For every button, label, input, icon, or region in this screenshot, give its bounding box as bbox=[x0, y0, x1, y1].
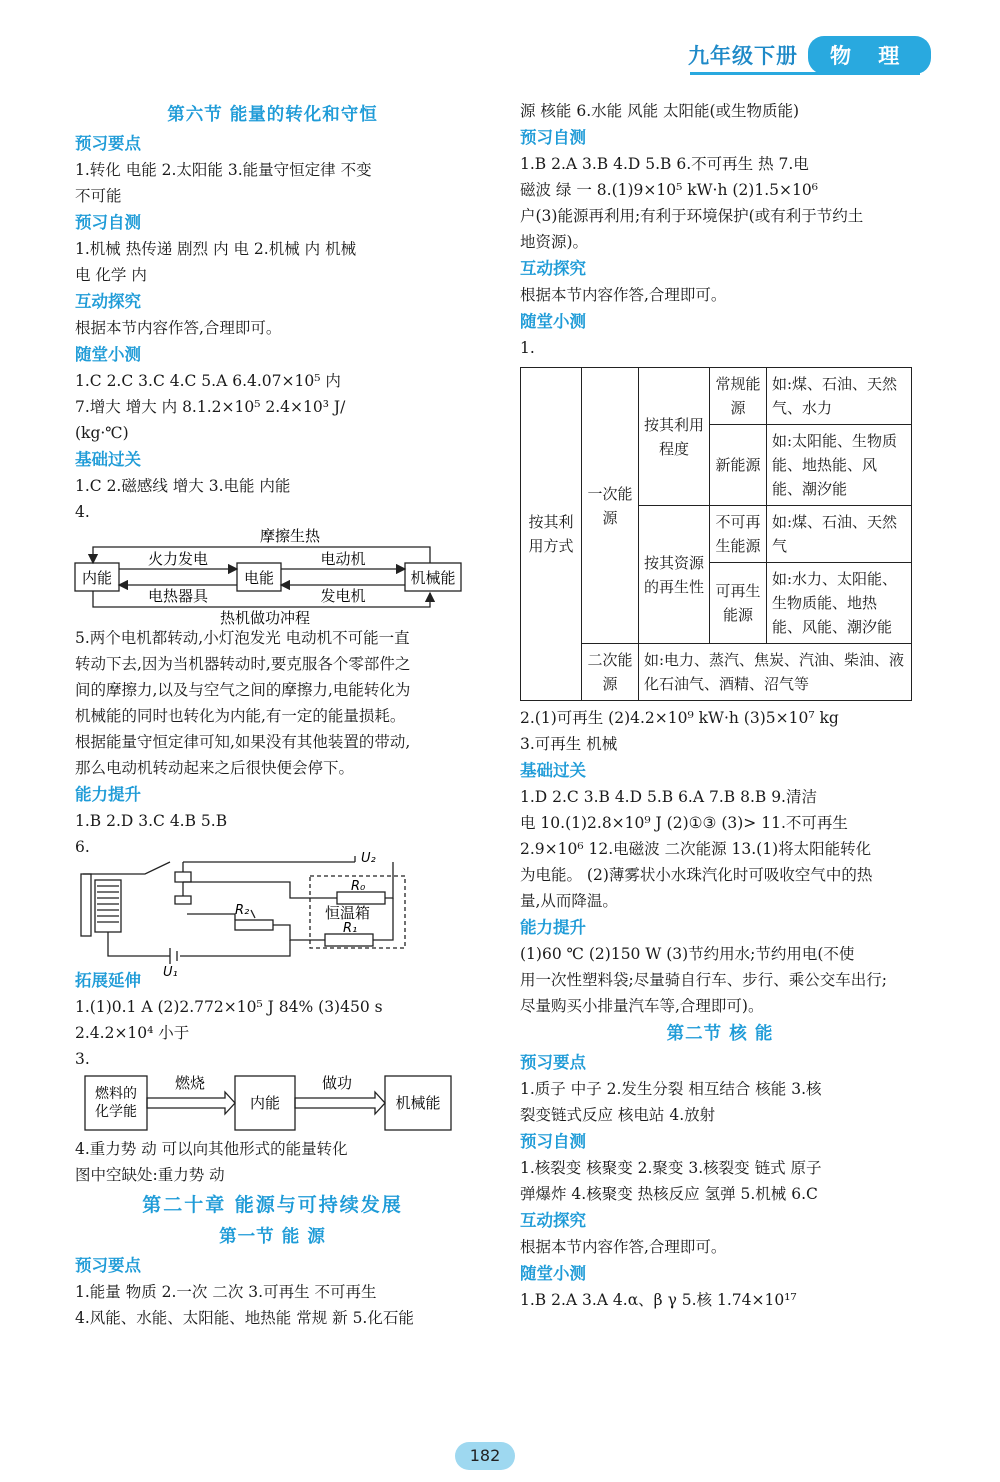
diagram-label: 摩擦生热 bbox=[259, 527, 321, 545]
table-cell: 按其利用方式 bbox=[521, 368, 582, 701]
right-column bbox=[520, 98, 920, 1313]
answer-line: 地资源)。 bbox=[520, 233, 589, 251]
page-header bbox=[688, 36, 931, 74]
answer-line: 1.B 2.A 3.B 4.D 5.B 6.不可再生 热 7.电 bbox=[520, 155, 809, 173]
section-heading: 基础过关 bbox=[75, 450, 141, 469]
thermostat-box-label: 恒温箱 bbox=[325, 904, 371, 922]
answer-line: 1.核裂变 核聚变 2.聚变 3.核裂变 链式 原子 bbox=[520, 1159, 822, 1177]
answer-line: 2.4.2×10⁴ 小于 bbox=[75, 1024, 190, 1042]
chapter-title: 第二十章 能源与可持续发展 bbox=[142, 1194, 403, 1216]
voltage-u2-label: U₂ bbox=[361, 851, 376, 866]
section-title: 第二节 核 能 bbox=[666, 1024, 774, 1044]
section-heading: 基础过关 bbox=[520, 761, 586, 780]
diagram-label: 电热器具 bbox=[147, 587, 209, 605]
answer-line: 1.转化 电能 2.太阳能 3.能量守恒定律 不变 bbox=[75, 161, 372, 179]
answer-line: 源 核能 6.水能 风能 太阳能(或生物质能) bbox=[520, 102, 800, 120]
answer-line: 3. bbox=[75, 1050, 90, 1068]
section-heading: 预习要点 bbox=[520, 1053, 586, 1072]
answer-line: 户(3)能源再利用;有利于环境保护(或有利于节约土 bbox=[520, 207, 864, 225]
answer-line: 1.机械 热传递 剧烈 内 电 2.机械 内 机械 bbox=[75, 240, 357, 258]
answer-line: 用一次性塑料袋;尽量骑自行车、步行、乘公交车出行; bbox=[520, 971, 887, 989]
answer-line: 量,从而降温。 bbox=[520, 892, 618, 910]
section-heading: 互动探究 bbox=[75, 292, 141, 311]
table-cell: 按其资源的再生性 bbox=[639, 506, 710, 644]
section-heading: 能力提升 bbox=[520, 918, 586, 937]
energy-classification-table bbox=[520, 367, 912, 701]
section-heading: 互动探究 bbox=[520, 1211, 586, 1230]
table-cell: 不可再生能源 bbox=[710, 506, 767, 563]
answer-line: 5.两个电机都转动,小灯泡发光 电动机不可能一直 bbox=[75, 629, 410, 647]
answer-line: 1.C 2.磁感线 增大 3.电能 内能 bbox=[75, 477, 291, 495]
answer-line: 7.增大 增大 内 8.1.2×10⁵ 2.4×10³ J/ bbox=[75, 398, 346, 416]
diagram-label: 发电机 bbox=[320, 587, 366, 605]
internal-energy-box: 内能 bbox=[249, 1094, 281, 1112]
answer-line: (1)60 ℃ (2)150 W (3)节约用水;节约用电(不使 bbox=[520, 945, 855, 963]
header-rule bbox=[690, 72, 920, 75]
table-cell: 可再生能源 bbox=[710, 563, 767, 644]
box-mechanical-energy: 机械能 bbox=[410, 569, 456, 587]
answer-line: 根据能量守恒定律可知,如果没有其他装置的带动, bbox=[75, 733, 411, 751]
answer-line: 4.风能、水能、太阳能、地热能 常规 新 5.化石能 bbox=[75, 1309, 414, 1327]
answer-line: 1.B 2.D 3.C 4.B 5.B bbox=[75, 812, 228, 830]
section-heading: 随堂小测 bbox=[520, 1264, 586, 1283]
answer-line: 根据本节内容作答,合理即可。 bbox=[75, 319, 282, 337]
answer-line: 根据本节内容作答,合理即可。 bbox=[520, 286, 727, 304]
grade-label: 九年级下册 bbox=[688, 43, 798, 68]
resistor-r0-label: R₀ bbox=[351, 879, 366, 894]
answer-line: 2.9×10⁶ 12.电磁波 二次能源 13.(1)将太阳能转化 bbox=[520, 840, 872, 858]
diagram-label: 热机做功冲程 bbox=[219, 609, 311, 627]
table-cell: 一次能源 bbox=[582, 368, 639, 644]
section-heading: 预习要点 bbox=[75, 134, 141, 153]
section-heading: 预习要点 bbox=[75, 1256, 141, 1275]
mechanical-energy-box: 机械能 bbox=[395, 1094, 441, 1112]
answer-line: 根据本节内容作答,合理即可。 bbox=[520, 1238, 727, 1256]
answer-line: 图中空缺处:重力势 动 bbox=[75, 1166, 225, 1184]
section-heading: 随堂小测 bbox=[520, 312, 586, 331]
fuel-chemical-energy-box: 燃料的 bbox=[95, 1086, 137, 1102]
section-heading: 预习自测 bbox=[520, 128, 586, 147]
answer-line: 3.可再生 机械 bbox=[520, 735, 618, 753]
section-heading: 预习自测 bbox=[520, 1132, 586, 1151]
answer-line: 裂变链式反应 核电站 4.放射 bbox=[520, 1106, 716, 1124]
thermostat-circuit-diagram bbox=[75, 851, 470, 980]
table-cell: 如:太阳能、生物质能、地热能、风能、潮汐能 bbox=[767, 425, 912, 506]
answer-line: 电 化学 内 bbox=[75, 266, 147, 284]
answer-line: 转动下去,因为当机器转动时,要克服各个零部件之 bbox=[75, 655, 411, 673]
answer-line: 弹爆炸 4.核聚变 热核反应 氢弹 5.机械 6.C bbox=[520, 1185, 818, 1203]
section-heading: 拓展延伸 bbox=[75, 971, 141, 990]
answer-line: 1.B 2.A 3.A 4.α、β γ 5.核 1.74×10¹⁷ bbox=[520, 1291, 797, 1309]
table-cell: 按其利用程度 bbox=[639, 368, 710, 506]
section-heading: 随堂小测 bbox=[75, 345, 141, 364]
answer-line: (kg·℃) bbox=[75, 424, 129, 442]
subject-badge: 物 理 bbox=[808, 36, 931, 74]
section-title: 第六节 能量的转化和守恒 bbox=[167, 105, 378, 125]
fuel-chemical-energy-box-line2: 化学能 bbox=[95, 1104, 137, 1120]
box-internal-energy: 内能 bbox=[81, 569, 113, 587]
energy-conversion-diagram bbox=[75, 525, 470, 625]
work-label: 做功 bbox=[321, 1074, 353, 1092]
table-cell: 如:煤、石油、天然气、水力 bbox=[767, 368, 912, 425]
answer-line: 1.质子 中子 2.发生分裂 相互结合 核能 3.核 bbox=[520, 1080, 822, 1098]
answer-line: 2.(1)可再生 (2)4.2×10⁹ kW·h (3)5×10⁷ kg bbox=[520, 709, 839, 727]
answer-line: 为电能。 (2)薄雾状小水珠汽化时可吸收空气中的热 bbox=[520, 866, 873, 884]
box-electric-energy: 电能 bbox=[243, 569, 275, 587]
table-cell: 如:电力、蒸汽、焦炭、汽油、柴油、液化石油气、酒精、沼气等 bbox=[639, 644, 912, 701]
resistor-r1-label: R₁ bbox=[343, 921, 358, 936]
fuel-energy-diagram bbox=[75, 1066, 470, 1136]
section-heading: 互动探究 bbox=[520, 259, 586, 278]
answer-line: 1.能量 物质 2.一次 二次 3.可再生 不可再生 bbox=[75, 1283, 377, 1301]
section-title: 第一节 能 源 bbox=[219, 1227, 326, 1247]
table-cell: 如:煤、石油、天然气 bbox=[767, 506, 912, 563]
answer-line: 间的摩擦力,以及与空气之间的摩擦力,电能转化为 bbox=[75, 681, 411, 699]
answer-line: 不可能 bbox=[75, 187, 122, 205]
answer-line: 1. bbox=[520, 339, 535, 357]
resistor-r2-label: R₂ bbox=[235, 903, 250, 918]
burn-label: 燃烧 bbox=[174, 1074, 206, 1092]
diagram-label: 火力发电 bbox=[147, 550, 209, 568]
answer-line: 1.C 2.C 3.C 4.C 5.A 6.4.07×10⁵ 内 bbox=[75, 372, 341, 390]
table-cell: 如:水力、太阳能、生物质能、地热能、风能、潮汐能 bbox=[767, 563, 912, 644]
answer-line: 1.D 2.C 3.B 4.D 5.B 6.A 7.B 8.B 9.清洁 bbox=[520, 788, 817, 806]
diagram-label: 电动机 bbox=[320, 550, 366, 568]
answer-line: 6. bbox=[75, 838, 90, 856]
answer-line: 4.重力势 动 可以向其他形式的能量转化 bbox=[75, 1140, 348, 1158]
section-heading: 能力提升 bbox=[75, 785, 141, 804]
answer-line: 1.(1)0.1 A (2)2.772×10⁵ J 84% (3)450 s bbox=[75, 998, 383, 1016]
table-cell: 新能源 bbox=[710, 425, 767, 506]
table-cell: 二次能源 bbox=[582, 644, 639, 701]
section-heading: 预习自测 bbox=[75, 213, 141, 232]
answer-line: 尽量购买小排量汽车等,合理即可)。 bbox=[520, 997, 764, 1015]
answer-line: 4. bbox=[75, 503, 90, 521]
voltage-u1-label: U₁ bbox=[163, 965, 178, 980]
page-number: 182 bbox=[455, 1442, 515, 1470]
answer-line: 机械能的同时也转化为内能,有一定的能量损耗。 bbox=[75, 707, 406, 725]
table-cell: 常规能源 bbox=[710, 368, 767, 425]
answer-line: 那么电动机转动起来之后很快便会停下。 bbox=[75, 759, 355, 777]
answer-line: 磁波 绿 一 8.(1)9×10⁵ kW·h (2)1.5×10⁶ bbox=[520, 181, 818, 199]
answer-line: 电 10.(1)2.8×10⁹ J (2)①③ (3)> 11.不可再生 bbox=[520, 814, 848, 832]
left-column bbox=[75, 100, 470, 1331]
